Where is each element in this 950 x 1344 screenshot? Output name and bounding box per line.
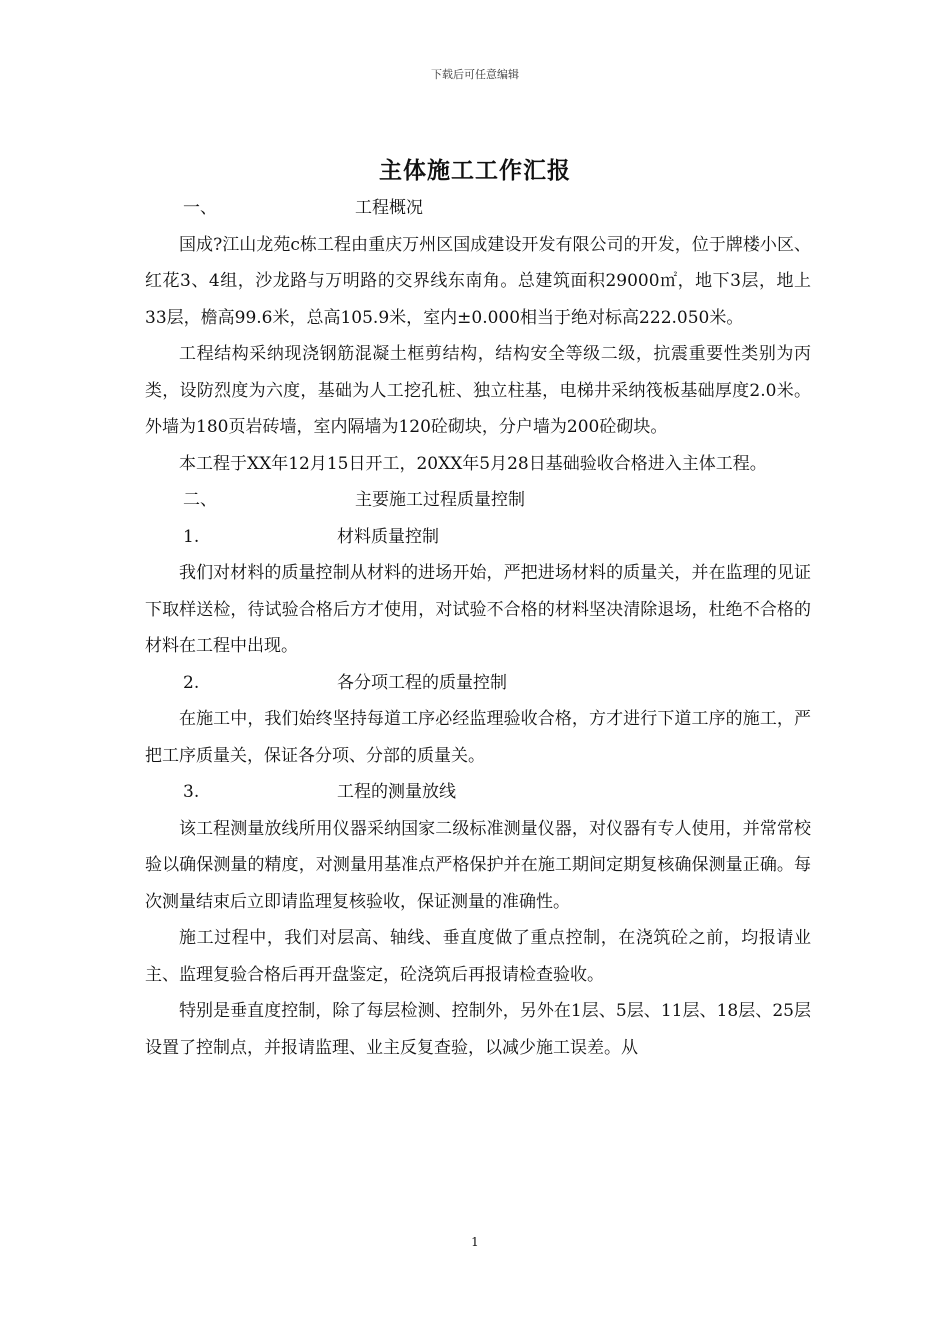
paragraph-overview-3: 本工程于XX年12月15日开工，20XX年5月28日基础验收合格进入主体工程。 (179, 453, 767, 474)
paragraph-survey-2: 施工过程中，我们对层高、轴线、垂直度做了重点控制，在浇筑砼之前，均报请业主、监理复验合格后再开盘鉴定，砼浇筑后再报请检查验收。 (145, 928, 811, 985)
paragraph-process-control: 在施工中，我们始终坚持每道工序必经监理验收合格，方才进行下道工序的施工，严把工序质量关，保证各分项、分部的质量关。 (145, 709, 811, 766)
header-note: 下载后可任意编辑 (431, 68, 519, 81)
page-number: 1 (471, 1235, 479, 1249)
subsection-number: 3. (183, 782, 200, 802)
subsection-heading-3 (145, 774, 811, 811)
paragraph-material-control: 我们对材料的质量控制从材料的进场开始，严把进场材料的质量关，并在监理的见证下取样送检，待试验合格后方才使用，对试验不合格的材料坚决清除退场，杜绝不合格的材料在工程中出现。 (145, 563, 811, 656)
paragraph-survey-3: 特别是垂直度控制，除了每层检测、控制外，另外在1层、5层、11层、18层、25层设置了控制点，并报请监理、业主反复查验，以减少施工误差。从 (145, 1001, 811, 1058)
subsection-label: 工程的测量放线 (337, 782, 456, 802)
subsection-number: 1. (183, 526, 200, 547)
subsection-label: 材料质量控制 (337, 526, 439, 547)
subsection-number: 2. (183, 672, 200, 693)
section-label: 工程概况 (355, 198, 423, 218)
paragraph-overview-2: 工程结构采纳现浇钢筋混凝土框剪结构，结构安全等级二级，抗震重要性类别为丙类，设防烈度为六度，基础为人工挖孔桩、独立柱基，电梯井采纳筏板基础厚度2.0米。外墙为180页岩砖墙，室内隔墙为120砼砌块，分户墙为200砼砌块。 (145, 344, 811, 437)
subsection-label: 各分项工程的质量控制 (337, 672, 507, 693)
subsection-heading-2 (145, 665, 811, 702)
section-label: 主要施工过程质量控制 (355, 490, 525, 510)
paragraph-survey-1: 该工程测量放线所用仪器采纳国家二级标准测量仪器，对仪器有专人使用，并常常校验以确保测量的精度，对测量用基准点严格保护并在施工期间定期复核确保测量正确。每次测量结束后立即请监理复核验收，保证测量的准确性。 (145, 818, 811, 912)
subsection-heading-1 (145, 519, 811, 556)
section-heading-1 (145, 190, 811, 227)
paragraph-overview-1: 国成?江山龙苑c栋工程由重庆万州区国成建设开发有限公司的开发，位于牌楼小区、红花3、4组，沙龙路与万明路的交界线东南角。总建筑面积29000㎡，地下3层，地上33层，檐高99.6米，总高105.9米，室内±0.000相当于绝对标高222.050米。 (145, 234, 811, 328)
section-number: 二、 (183, 490, 217, 510)
section-number: 一、 (183, 198, 217, 218)
document-title: 主体施工工作汇报 (379, 157, 571, 184)
document-body (145, 190, 811, 1066)
section-heading-2 (145, 482, 811, 519)
